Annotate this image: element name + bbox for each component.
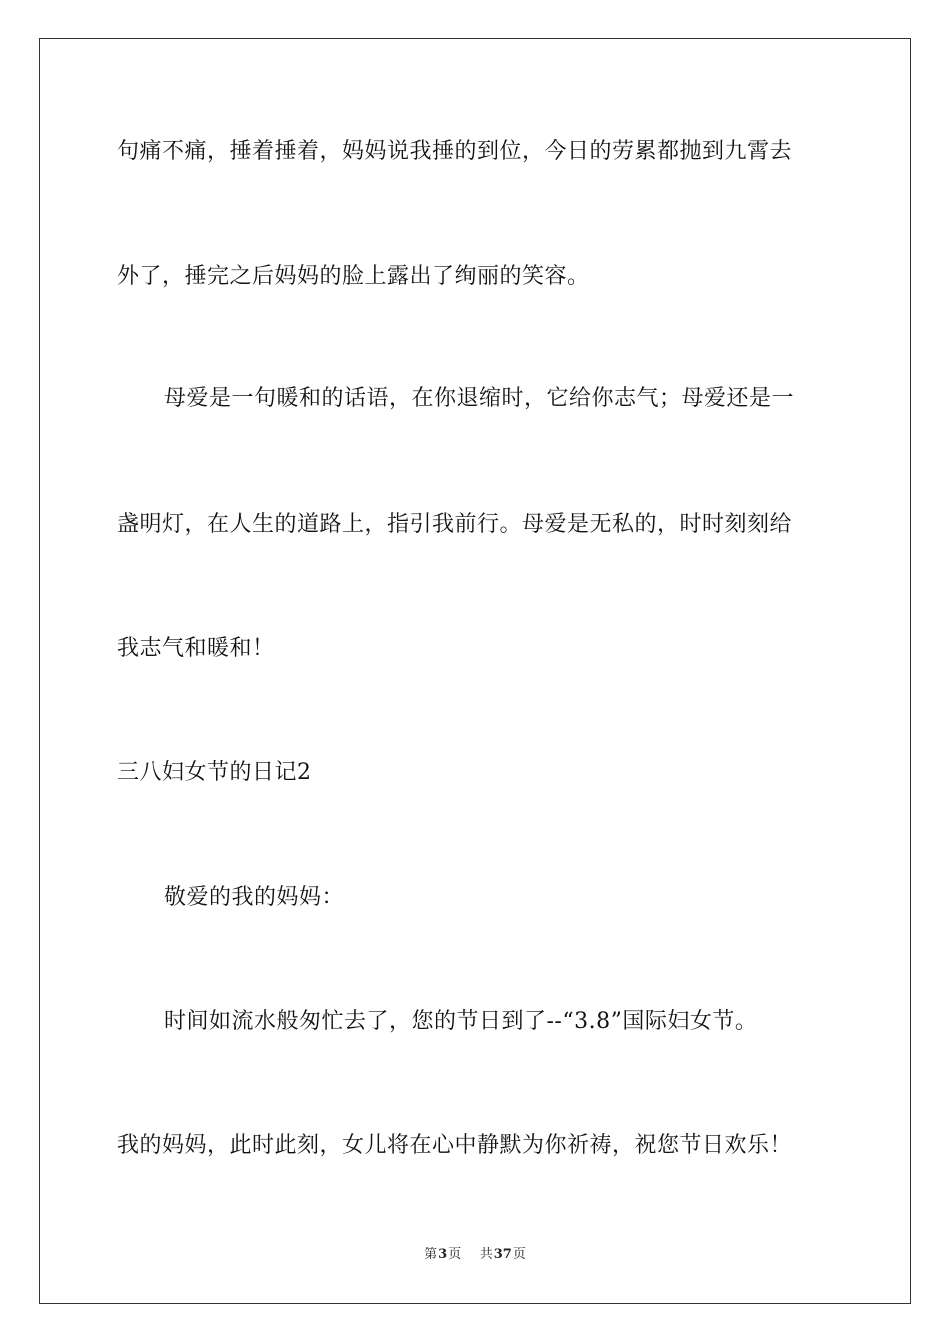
footer-total-prefix: 共 [479, 1247, 493, 1262]
section-heading: 三八妇女节的日记2 [117, 760, 312, 785]
footer-total-suffix: 页 [512, 1247, 526, 1262]
footer-page-suffix: 页 [448, 1247, 462, 1262]
letter-line-2: 我的妈妈，此时此刻，女儿将在心中静默为你祈祷，祝您节日欢乐！ [117, 1133, 793, 1158]
paragraph-line-3: 我志气和暖和！ [117, 636, 275, 661]
paragraph-line-2: 盏明灯，在人生的道路上，指引我前行。母爱是无私的，时时刻刻给 [117, 512, 793, 537]
footer-total-pages: 37 [493, 1247, 512, 1262]
salutation: 敬爱的我的妈妈： [164, 885, 345, 910]
footer-page-number: 3 [438, 1247, 448, 1262]
footer-page-prefix: 第 [424, 1247, 438, 1262]
body-line-2: 外了，捶完之后妈妈的脸上露出了绚丽的笑容。 [117, 264, 590, 289]
paragraph-line-1: 母爱是一句暖和的话语，在你退缩时，它给你志气；母爱还是一 [164, 386, 795, 411]
letter-line-1: 时间如流水般匆忙去了，您的节日到了--“3.8”国际妇女节。 [164, 1009, 758, 1034]
body-line-1: 句痛不痛，捶着捶着，妈妈说我捶的到位，今日的劳累都抛到九霄去 [117, 139, 793, 164]
page-footer [0, 1246, 950, 1264]
page-border [39, 38, 911, 1304]
